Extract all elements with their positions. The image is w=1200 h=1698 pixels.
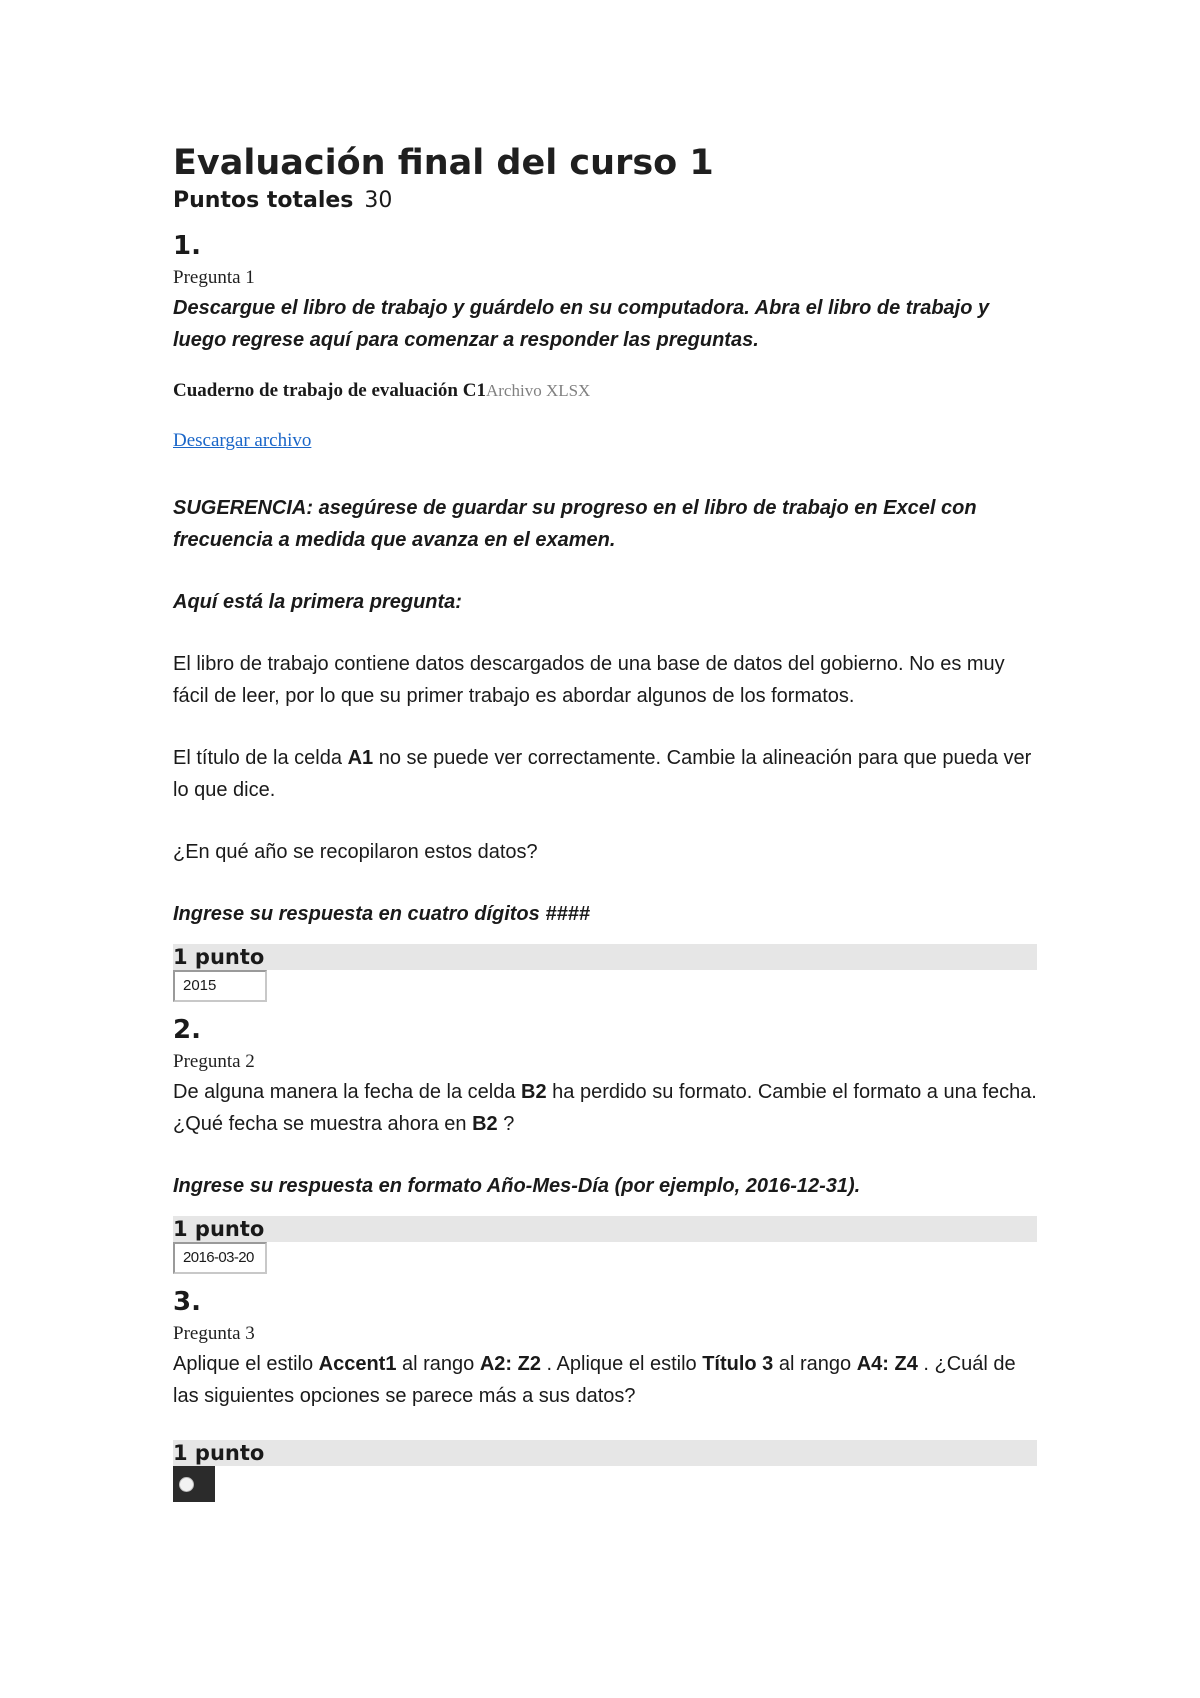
lead-text: Aquí está la primera pregunta:: [173, 591, 462, 613]
points-bar: 1 punto: [173, 1440, 1037, 1466]
exam-page: [173, 140, 1037, 1502]
cell-ref-a1: A1: [347, 747, 374, 769]
cell-ref-b2: B2: [521, 1081, 547, 1103]
range-a4-z4: A4: Z4: [856, 1353, 918, 1375]
text-run: ha perdido su formato. Cambie el formato a una fecha. ¿Qué fecha se muestra ahora en: [173, 1081, 1037, 1135]
question-label: Pregunta 1: [173, 267, 255, 288]
paragraph-2-text: El título de la celda: [173, 747, 348, 769]
text-run: . ¿Cuál de las siguientes opciones se parece más a sus datos?: [173, 1353, 1016, 1407]
total-points-label: Puntos totales: [173, 188, 354, 213]
text-run: ?: [497, 1113, 515, 1135]
attachment-type: Archivo XLSX: [485, 381, 591, 400]
question-number: 1.: [173, 231, 201, 261]
points-bar: 1 punto: [173, 944, 1037, 970]
text-run: al rango: [773, 1353, 857, 1375]
download-file-link[interactable]: Descargar archivo: [173, 430, 312, 451]
paragraph-2: [173, 742, 1037, 806]
radio-button[interactable]: [179, 1477, 194, 1492]
question-label: Pregunta 3: [173, 1323, 255, 1344]
question-number: 2.: [173, 1015, 201, 1045]
answer-input[interactable]: 2016-03-20: [173, 1242, 267, 1274]
paragraph-2-text-end: no se puede ver correctamente. Cambie la alineación para que pueda ver lo que dice.: [173, 747, 1032, 801]
text-run: . Aplique el estilo: [540, 1353, 703, 1375]
question-text: ¿En qué año se recopilaron estos datos?: [173, 841, 538, 863]
range-a2-z2: A2: Z2: [479, 1353, 541, 1375]
question-label: Pregunta 2: [173, 1051, 255, 1072]
question-1: [173, 230, 1037, 1002]
total-points: [173, 186, 1037, 216]
page-title: Evaluación final del curso 1: [173, 143, 714, 183]
question-2: [173, 1014, 1037, 1274]
text-run: Aplique el estilo: [173, 1353, 319, 1375]
question-3: [173, 1286, 1037, 1502]
answer-instruction: Ingrese su respuesta en cuatro dígitos ####: [173, 903, 590, 925]
attachment-name: Cuaderno de trabajo de evaluación C1: [173, 380, 486, 401]
style-name-titulo3: Título 3: [702, 1353, 774, 1375]
answer-option[interactable]: [173, 1466, 215, 1502]
question-intro: Descargue el libro de trabajo y guárdelo en su computadora. Abra el libro de trabajo y luego regrese aquí para comenzar a responder las preguntas.: [173, 297, 990, 351]
tip-text: SUGERENCIA: asegúrese de guardar su progreso en el libro de trabajo en Excel con frecuencia a medida que avanza en el examen.: [173, 497, 977, 551]
attachment: [173, 378, 1037, 404]
question-text: [173, 1076, 1037, 1140]
question-text: [173, 1348, 1037, 1412]
answer-instruction: Ingrese su respuesta en formato Año-Mes-Día (por ejemplo, 2016-12-31).: [173, 1175, 861, 1197]
points-bar: 1 punto: [173, 1216, 1037, 1242]
style-name-accent1: Accent1: [318, 1353, 397, 1375]
text-run: De alguna manera la fecha de la celda: [173, 1081, 522, 1103]
text-run: al rango: [396, 1353, 480, 1375]
total-points-value: 30: [364, 188, 393, 213]
question-number: 3.: [173, 1287, 201, 1317]
paragraph-1: El libro de trabajo contiene datos descargados de una base de datos del gobierno. No es muy fácil de leer, por lo que su primer trabajo es abordar algunos de los formatos.: [173, 653, 1005, 707]
cell-ref-b2: B2: [472, 1113, 498, 1135]
answer-input[interactable]: 2015: [173, 970, 267, 1002]
